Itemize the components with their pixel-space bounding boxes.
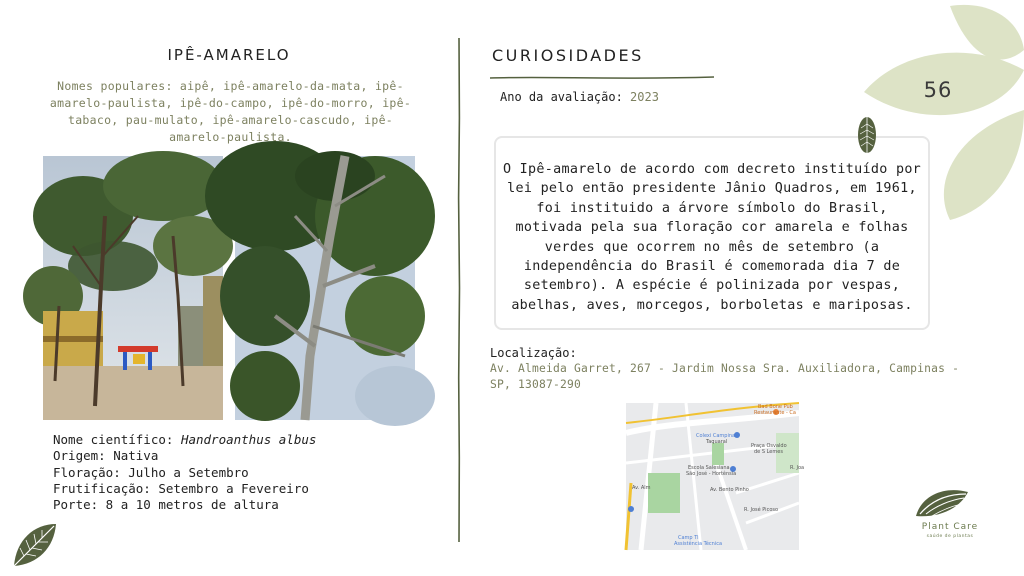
evaluation-year-value: 2023 — [630, 90, 659, 104]
scientific-name-line — [53, 432, 316, 448]
curiosities-title: CURIOSIDADES — [492, 46, 644, 65]
species-title: IPÊ-AMARELO — [167, 46, 291, 64]
map-label: Av. Bento Pinho — [710, 487, 749, 493]
location-label: Localização: — [490, 346, 577, 360]
tree-photo-canopy — [235, 156, 415, 420]
map-label: R. Joa — [790, 465, 805, 471]
origin-line: Origem: Nativa — [53, 448, 159, 464]
popular-names: Nomes populares: aipê, ipê-amarelo-da-mata, ipê-amarelo-paulista, ipê-do-campo, ipê-do-morro, ipê-tabaco, pau-mulato, ipê-amarelo-cascudo, ipê-amarelo-paulista. — [49, 79, 412, 144]
location-address: Av. Almeida Garret, 267 - Jardim Nossa Sra. Auxiliadora, Campinas - SP, 13087-290 — [490, 362, 960, 391]
tree-photo-playground — [43, 156, 223, 420]
evaluation-year-label: Ano da avaliação: — [500, 90, 631, 104]
map-label: São José - Hortênsia — [686, 471, 737, 477]
title-underline — [490, 67, 714, 75]
curiosity-text: O Ipê-amarelo de acordo com decreto instituído por lei pelo então presidente Jânio Quadros, em 1961, foi instituido a árvore símbolo do Brasil, motivada pela sua floração cor amarela e folhas verdes que ocorrem no mês de setembro (a independência do Brasil é comemorada dia 7 de setembro). A espécie é polinizada por vespas, abelhas, aves, morcegos, borboletas e mariposas. — [502, 162, 922, 313]
fruiting-line: Frutificação: Setembro a Fevereiro — [53, 480, 309, 496]
map-label: de S Lemes — [754, 449, 783, 455]
map-label: Colexi Campinas — [696, 433, 738, 439]
map-label: R. José Picoso — [744, 507, 779, 513]
species-facts — [53, 432, 316, 513]
scientific-name-label: Nome científico: — [53, 432, 181, 447]
map-label: Praça Osvaldo — [751, 443, 787, 449]
brand-tagline: saúde de plantas — [926, 534, 974, 539]
scientific-name: Handroanthus albus — [180, 432, 317, 447]
brand-name: Plant Care — [921, 522, 979, 532]
map-label: Taquaral — [706, 439, 728, 445]
leaf-icon — [10, 520, 60, 574]
map-label: Bad Bone Pub — [758, 404, 793, 410]
map-label: Camp Ti — [678, 535, 699, 541]
page-number: 56 — [923, 78, 953, 102]
map-label: Av. Alm — [632, 485, 651, 491]
plant-care-logo — [912, 486, 970, 524]
map-label: Restaurante - Ca — [754, 410, 796, 416]
map-label: Escola Salesiana — [688, 465, 730, 471]
map-label: Assistência Técnica — [674, 541, 723, 547]
location-map[interactable] — [626, 403, 805, 550]
size-line: Porte: 8 a 10 metros de altura — [53, 497, 279, 513]
column-divider — [457, 38, 461, 542]
evaluation-year — [500, 90, 659, 104]
leaf-decoration — [860, 0, 1024, 234]
flowering-line: Floração: Julho a Setembro — [53, 464, 249, 480]
